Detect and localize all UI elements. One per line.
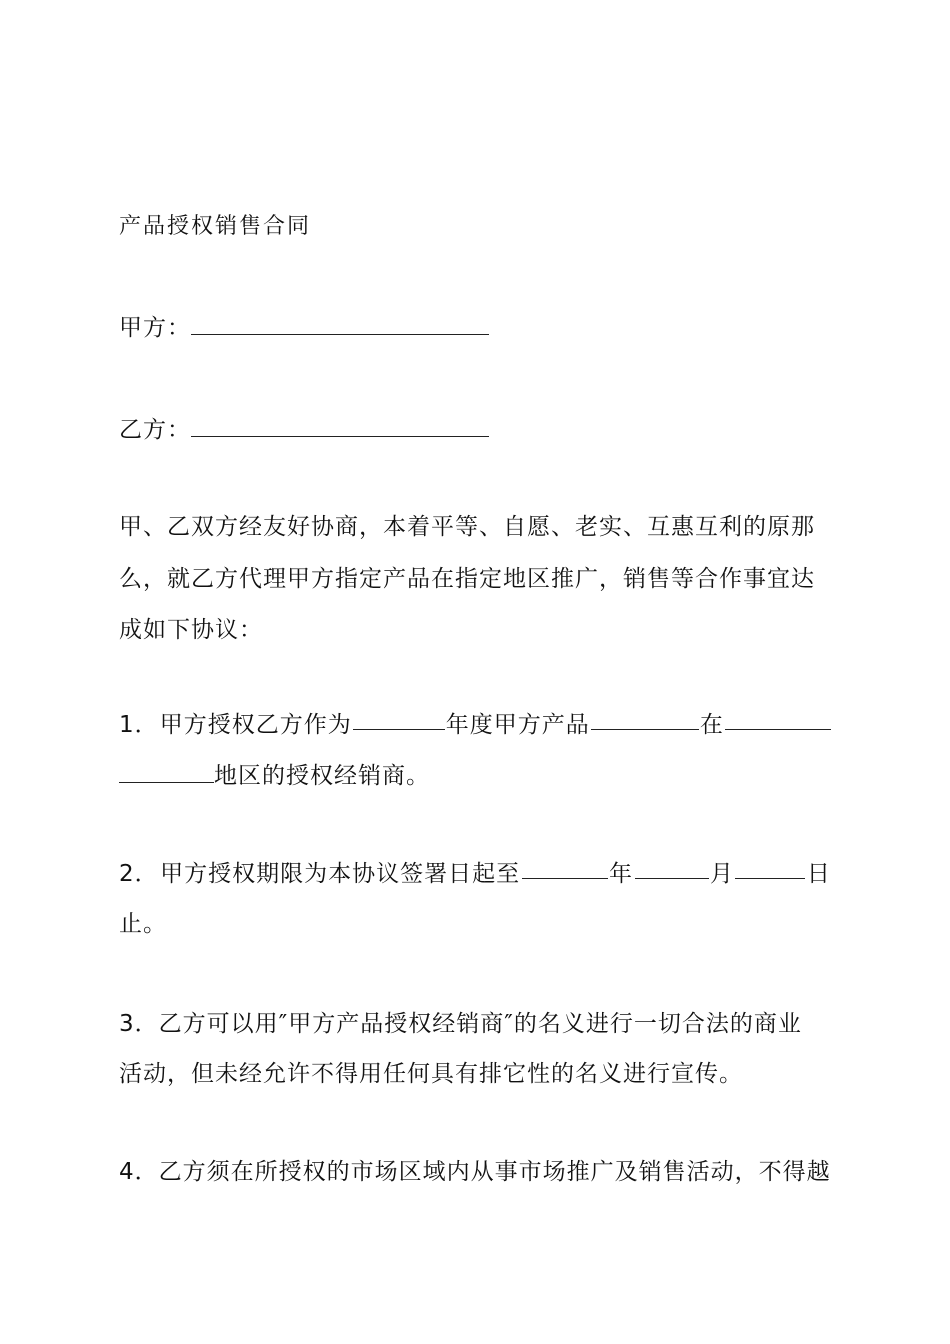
clause-1-year-blank [353,709,445,730]
party-a-blank [191,314,489,335]
clause-2-year-blank [522,858,608,879]
clause-2-month-blank [635,858,709,879]
party-a-label: 甲方： [119,315,191,341]
clause-1-text-a: 甲方授权乙方作为 [159,712,352,738]
clause-1-region-blank-a [725,709,831,730]
party-b-blank [191,416,489,437]
clause-1-line-2 [119,760,831,792]
clause-2-number: 2． [119,861,159,887]
clause-2-year-label: 年 [609,861,634,887]
intro-line-1: 甲、乙双方经友好协商，本着平等、自愿、老实、互惠互利的原那 [119,514,815,540]
party-b-label: 乙方： [119,417,191,443]
clause-2-month-label: 月 [709,861,734,887]
clause-2-line-2: 止。 [119,911,167,937]
clause-1-text-d: 地区的授权经销商。 [214,763,430,789]
clause-1-text-c: 在 [699,712,724,738]
intro-line-2: 么，就乙方代理甲方指定产品在指定地区推广，销售等合作事宜达 [119,566,815,592]
clause-1-product-blank [591,709,699,730]
clause-1-text-b: 年度甲方产品 [445,712,590,738]
clause-3-line-2: 活动，但未经允许不得用任何具有排它性的名义进行宣传。 [119,1061,743,1087]
clause-1-number: 1． [119,712,159,738]
clause-1-line-1 [119,709,831,741]
clause-2-day-blank [735,858,805,879]
party-a-line [119,312,831,344]
clause-1-region-blank-b [119,762,214,783]
clause-2-line-1 [119,858,831,890]
document-title: 产品授权销售合同 [119,214,312,239]
clause-3-line-1: 3．乙方可以用″甲方产品授权经销商″的名义进行一切合法的商业 [119,1011,802,1037]
party-b-line [119,414,831,446]
clause-2-day-label: 日 [806,861,831,887]
intro-line-3: 成如下协议： [119,617,263,643]
clause-2-text-a: 甲方授权期限为本协议签署日起至 [160,861,521,887]
clause-4-line-1: 4．乙方须在所授权的市场区域内从事市场推广及销售活动，不得越 [119,1159,831,1185]
